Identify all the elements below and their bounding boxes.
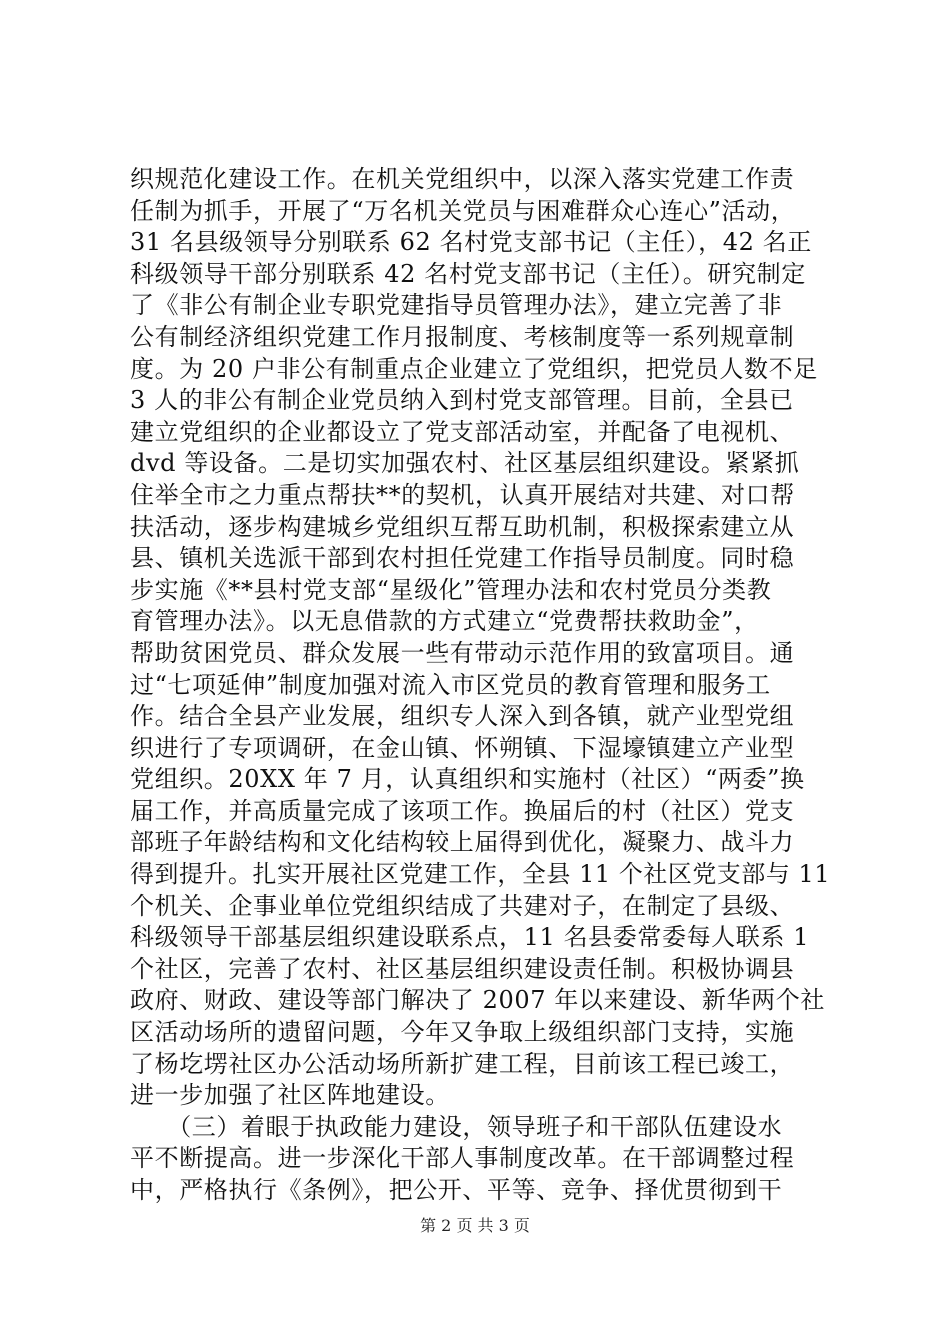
text-line: 个机关、企事业单位党组织结成了共建对子，在制定了县级、 xyxy=(130,891,795,920)
text-line: 政府、财政、建设等部门解决了 2007 年以来建设、新华两个社 xyxy=(130,986,825,1015)
text-line: 公有制经济组织党建工作月报制度、考核制度等一系列规章制 xyxy=(130,322,795,351)
text-line: 3 人的非公有制企业党员纳入到村党支部管理。目前，全县已 xyxy=(130,386,794,415)
text-line: 了《非公有制企业专职党建指导员管理办法》，建立完善了非 xyxy=(130,291,783,320)
text-line: 任制为抓手，开展了“万名机关党员与困难群众心连心”活动， xyxy=(130,196,796,225)
text-line: 科级领导干部基层组织建设联系点，11 名县委常委每人联系 1 xyxy=(130,923,810,952)
text-line: 住举全市之力重点帮扶**的契机，认真开展结对共建、对口帮 xyxy=(130,480,795,509)
text-line: 了杨圪塄社区办公活动场所新扩建工程，目前该工程已竣工， xyxy=(130,1049,795,1078)
text-line: 织规范化建设工作。在机关党组织中，以深入落实党建工作责 xyxy=(130,165,795,193)
text-line: 个社区，完善了农村、社区基层组织建设责任制。积极协调县 xyxy=(130,954,795,983)
text-line: 过“七项延伸”制度加强对流入市区党员的教育管理和服务工 xyxy=(130,670,771,699)
text-line: 届工作，并高质量完成了该项工作。换届后的村（社区）党支 xyxy=(130,796,795,825)
body-text xyxy=(130,164,830,1207)
text-line: 进一步加强了社区阵地建设。 xyxy=(130,1081,450,1110)
text-line: 育管理办法》。以无息借款的方式建立“党费帮扶救助金”， xyxy=(130,607,759,636)
text-line: 中，严格执行《条例》，把公开、平等、竞争、择优贯彻到干 xyxy=(130,1176,783,1204)
text-line: dvd 等设备。二是切实加强农村、社区基层组织建设。紧紧抓 xyxy=(130,449,800,478)
text-line: 区活动场所的遗留问题，今年又争取上级组织部门支持，实施 xyxy=(130,1018,795,1047)
text-line: 建立党组织的企业都设立了党支部活动室，并配备了电视机、 xyxy=(130,417,795,446)
text-line: 科级领导干部分别联系 42 名村党支部书记（主任）。研究制定 xyxy=(130,259,806,288)
page-footer: 第 2 页 共 3 页 xyxy=(420,1216,530,1235)
text-line: 31 名县级领导分别联系 62 名村党支部书记（主任），42 名正 xyxy=(130,228,812,257)
text-line: （三）着眼于执政能力建设，领导班子和干部队伍建设水 xyxy=(130,1112,783,1141)
text-line: 度。为 20 户非公有制重点企业建立了党组织，把党员人数不足 xyxy=(130,354,818,383)
text-line: 步实施《**县村党支部“星级化”管理办法和农村党员分类教 xyxy=(130,575,772,604)
text-line: 得到提升。扎实开展社区党建工作，全县 11 个社区党支部与 11 xyxy=(130,860,831,889)
text-line: 党组织。20XX 年 7 月，认真组织和实施村（社区）“两委”换 xyxy=(130,765,805,794)
text-line: 作。结合全县产业发展，组织专人深入到各镇，就产业型党组 xyxy=(130,702,795,731)
text-line: 县、镇机关选派干部到农村担任党建工作指导员制度。同时稳 xyxy=(130,544,795,573)
text-line: 帮助贫困党员、群众发展一些有带动示范作用的致富项目。通 xyxy=(130,638,795,667)
text-line: 平不断提高。进一步深化干部人事制度改革。在干部调整过程 xyxy=(130,1144,795,1173)
text-line: 织进行了专项调研，在金山镇、怀朔镇、下湿壕镇建立产业型 xyxy=(130,733,795,762)
text-line: 扶活动，逐步构建城乡党组织互帮互助机制，积极探索建立从 xyxy=(130,512,795,541)
text-line: 部班子年龄结构和文化结构较上届得到优化，凝聚力、战斗力 xyxy=(130,828,795,857)
